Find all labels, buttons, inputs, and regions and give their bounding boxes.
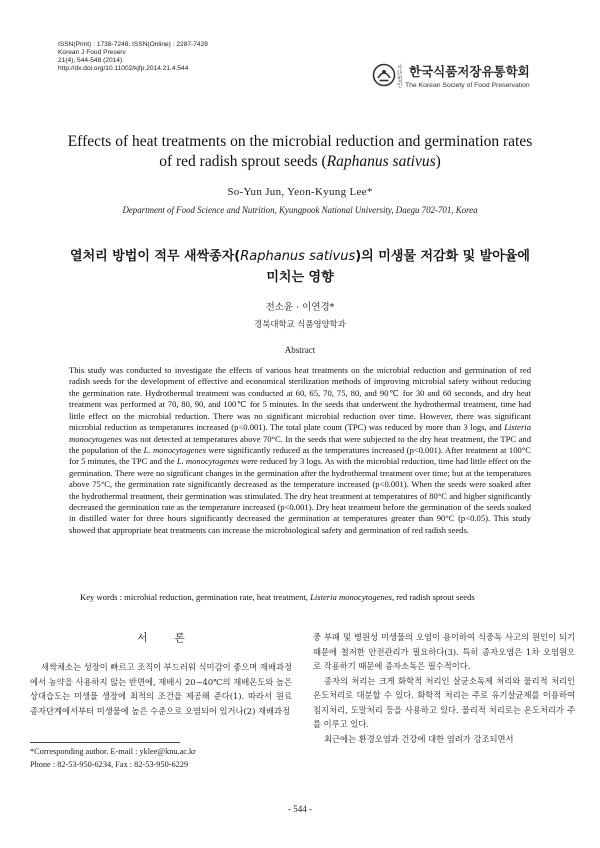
keywords-label: Key words : [80, 592, 125, 602]
abstract-text-1: This study was conducted to investigate the effects of various heat treatments on the microbial reduction and germination of red radish seeds for the development of effective and economical sterilization methods of improving microbial safety without reducing the germination rate. Hydrothermal treatment was conducted at 60, 65, 70, 75, 80, and 90℃ for 30 and 60 seconds, and dry heat treatment was performed at 70, 80, 90, and 100℃ for 5 minutes. In the seeds that underwent the hydrothermal treatment, time had little effect on the microbial reduction. There was no significant microbial reduction over time. However, there was significant microbial reduction as temperatures increased (p<0.001). The total plate count (TPC) was reduced by more than 3 logs, and [69, 365, 531, 433]
keywords-pre: microbial reduction, germination rate, heat treatment, [124, 592, 311, 602]
abstract-text-4: were reduced by 3 logs. As with the microbial reduction, time had little effect on the germination. There were no significant changes in the germination after the hydrothermal treatment over time; but at the temperatures above 75°C, the germination rate significantly decreased as the temperature increased (p<0.001). When the seeds were soaked after the hydrothermal treatment, their germination was stimulated. The dry heat treatment at temperatures of 80°C and higher significantly decreased the germination rate as the temperature increased (p<0.001). Dry heat treatment before the germination of the seeds soaked in distilled water for three hours significantly decreased the germination at temperatures greater than 90°C (p<0.05). This study showed that appropriate heat treatments can increase the microbiological safety and germination of red radish seeds. [69, 456, 532, 535]
intro-heading: 서 론 [137, 632, 197, 644]
title-en-end: ) [435, 153, 441, 170]
title-ko-part2: )의 미생물 저감화 및 발아율에 미치는 영향 [266, 249, 530, 285]
society-tag: 사단법인 [397, 65, 403, 89]
title-ko-part1: 열처리 방법이 적무 새싹종자( [70, 249, 241, 264]
intro-paragraph-3: 종자의 처리는 크게 화학적 처리인 살균소독제 처리와 물리적 처리인 온도처리로 대분할 수 있다. 화학적 처리는 주로 유기살균제를 이용하여 침지처리, 도말처리 등을 사용하고 있다. 물리적 처리로는 온도처리가 주를 이루고 있다. [313, 675, 575, 729]
footnote-rule [30, 742, 180, 743]
footnote-phone: Phone : 82-53-950-6234, Fax : 82-53-950-6229 [30, 759, 189, 769]
right-column [313, 630, 575, 746]
volume-line: 21(4), 544-548 (2014) [58, 57, 123, 65]
abstract-text-2: was not detected at temperatures above 70°C. In the seeds that were subjected to the dry heat treatment, the TPC and the population of the [69, 433, 531, 455]
abstract-body [69, 365, 531, 536]
society-name-en: The Korean Society of Food Preservation [405, 82, 530, 89]
left-column [30, 630, 292, 718]
abstract-italic-2: L. monocytogenes [143, 444, 206, 455]
journal-name: Korean J Food Preserv [58, 49, 126, 57]
title-ko-species: Raphanus sativus [240, 249, 356, 264]
society-header [372, 62, 558, 94]
title-en [60, 132, 540, 172]
authors-ko: 전소윤 · 이연경* [265, 302, 335, 313]
authors-en: So-Yun Jun, Yeon-Kyung Lee* [227, 186, 373, 198]
abstract-heading: Abstract [284, 345, 316, 355]
footnote-email: *Corresponding author. E-mail : yklee@knu.ac.kr [30, 747, 196, 756]
affiliation-en: Department of Food Science and Nutrition, Kyungpook National University, Daegu 702-701, Korea [122, 205, 478, 215]
intro-paragraph-4: 최근에는 환경오염과 건강에 대한 염려가 강조되면서 [324, 733, 514, 744]
keywords-italic: Listeria monocytogenes [310, 592, 392, 602]
abstract-text-3: were significantly reduced as the temperatures increased (p<0.001). After treatment at 100°C for 5 minutes, the TPC and the [69, 444, 531, 467]
page-number: - 544 - [288, 804, 312, 814]
keywords-post: , red radish sprout seeds [391, 592, 475, 602]
affiliation-ko: 경북대학교 식품영양학과 [254, 319, 346, 329]
intro-paragraph-2: 중 부패 및 병원성 미생물의 오염이 용이하여 식중독 사고의 원인이 되기 때문에 철저한 안전관리가 필요하다(3). 특히 종자오염은 1차 오염원으로 작용하기 때문에 종자소독은 필수적이다. [313, 632, 575, 671]
abstract-italic-1: Listeria monocytogenes [69, 422, 531, 444]
footnote [30, 746, 196, 771]
doi-link[interactable]: http://dx.doi.org/10.11002/kjfp.2014.21.4.544 [58, 65, 189, 73]
society-emblem-icon [372, 63, 396, 87]
keywords [80, 592, 540, 602]
title-ko [70, 246, 530, 288]
abstract-italic-3: L. monocytogenes [176, 456, 239, 467]
title-en-main: Effects of heat treatments on the microbial reduction and germination rates of red radish sprout seeds ( [67, 133, 533, 170]
intro-paragraph-1: 새싹채소는 성장이 빠르고 조직이 부드러워 식미감이 좋으며 재배과정에서 농약을 사용하지 않는 반면에, 재배시 20~40℃의 재배온도와 높은 상대습도는 미생물 생장에 최적의 조건을 제공해 준다(1). 따라서 원료 종자단계에서부터 미생물에 높은 수준으로 오염되어 있거나(2) 재배과정 [30, 662, 292, 716]
journal-meta [58, 41, 208, 73]
title-en-species: Raphanus sativus [326, 153, 436, 170]
issn-line: ISSN(Print) : 1738-7248, ISSN(Online) : 2287-7428 [58, 41, 208, 48]
society-name-ko: 한국식품저장유통학회 [409, 64, 530, 79]
